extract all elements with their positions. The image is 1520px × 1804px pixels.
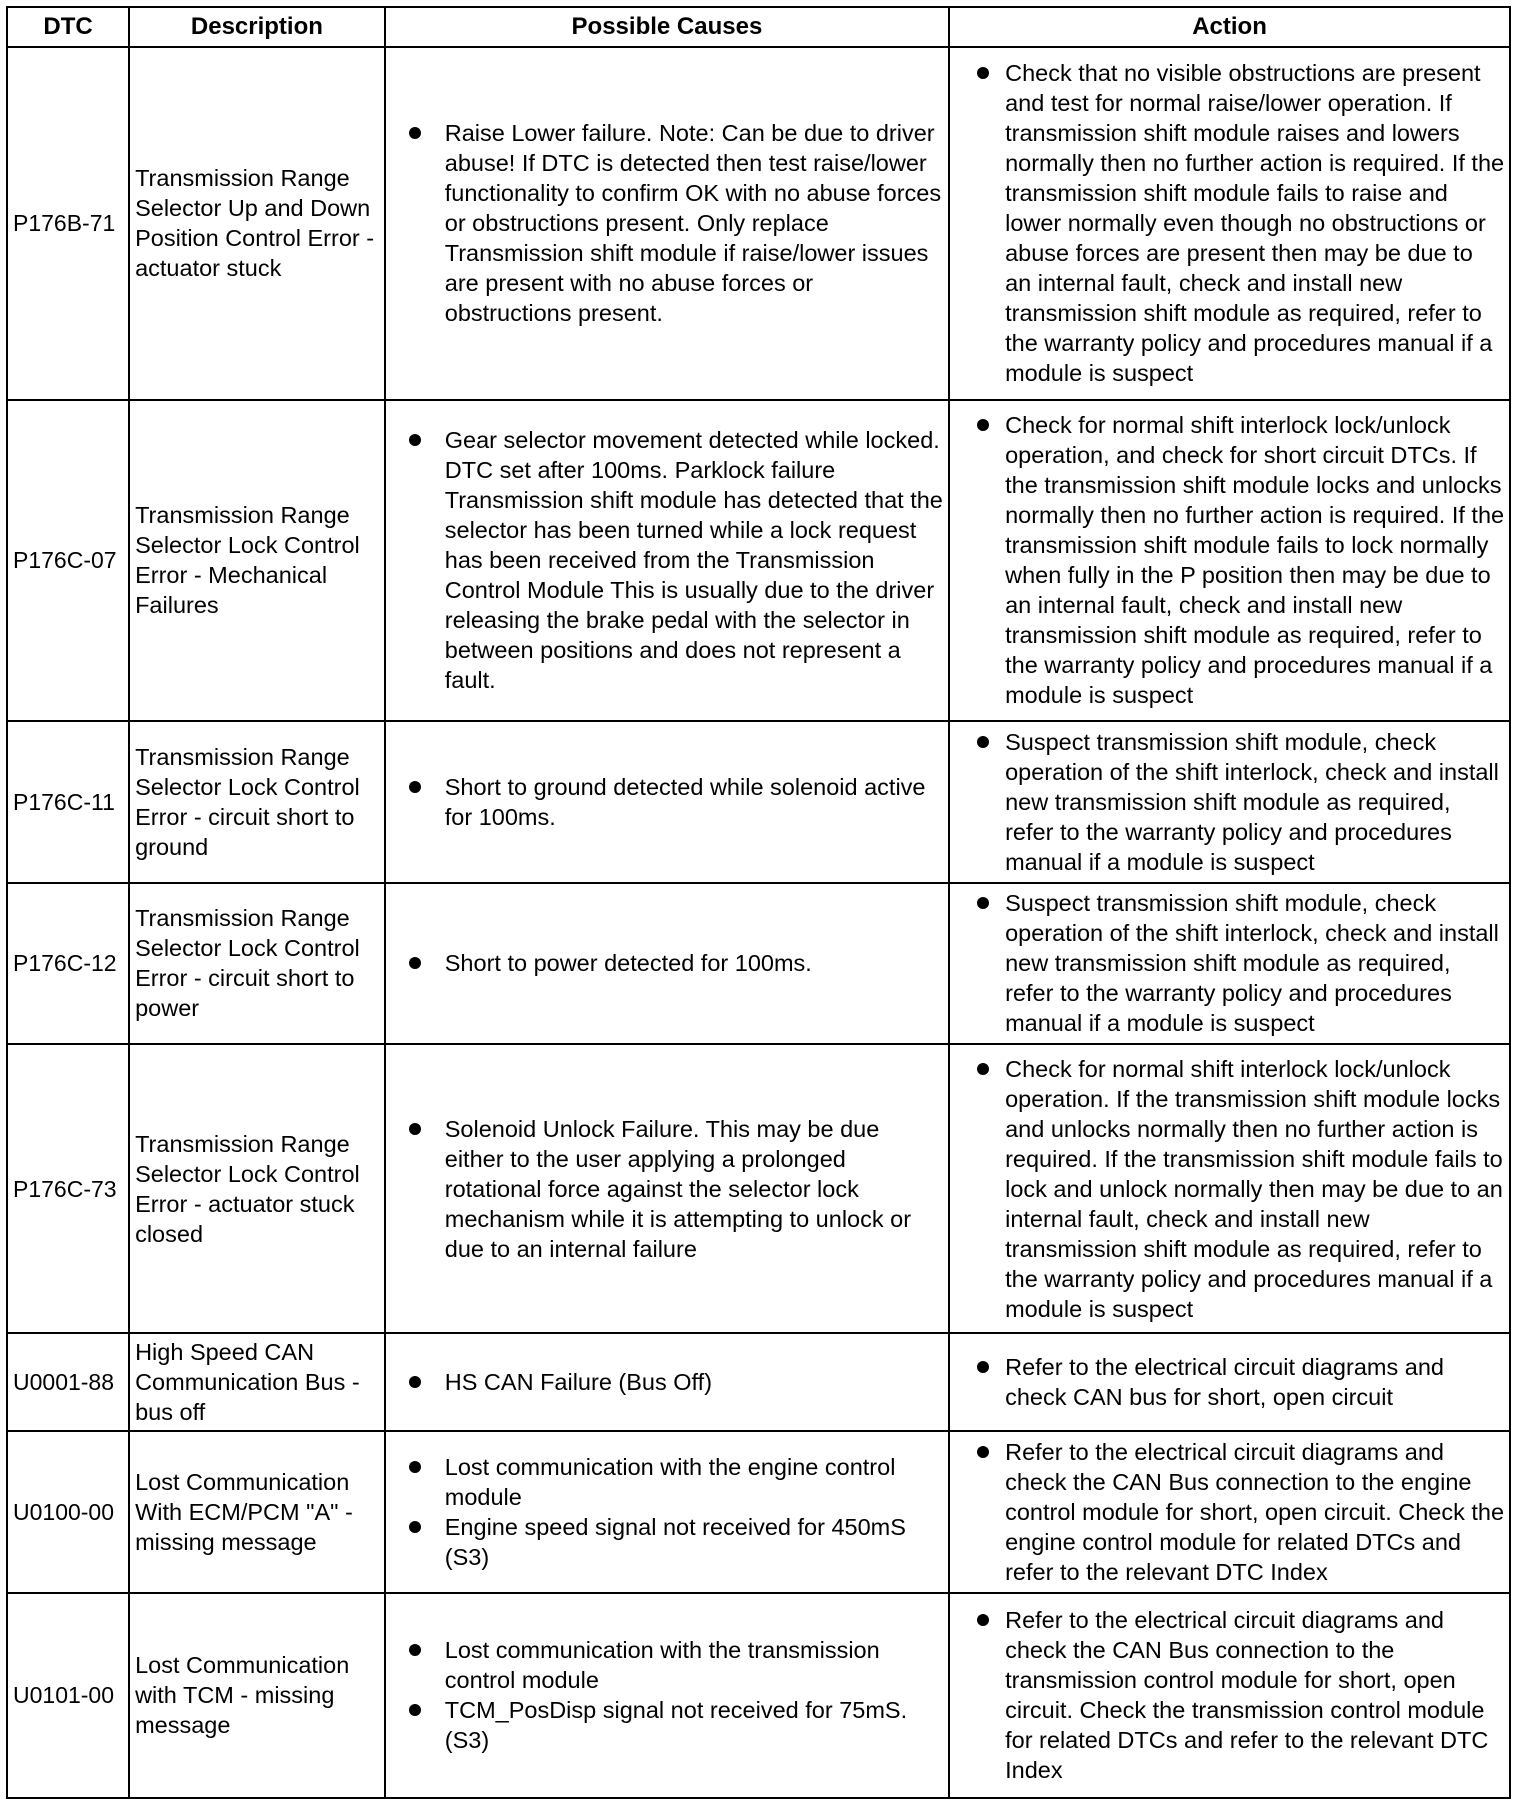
cause-item: Lost communication with the transmission control module [391,1635,944,1695]
header-action: Action [949,7,1510,47]
action-item: Refer to the electrical circuit diagrams and check the CAN Bus connection to the transmission control module for short, open circuit. Check the transmission control module for related DTCs and refer to the relevant DTC Index [955,1605,1505,1785]
table-row [7,1333,1510,1431]
dtc-description: Transmission Range Selector Lock Control Error - circuit short to ground [129,721,385,883]
action-item: Refer to the electrical circuit diagrams and check CAN bus for short, open circuit [955,1352,1505,1412]
header-dtc: DTC [7,7,129,47]
dtc-code: U0101-00 [7,1593,129,1798]
dtc-table [6,6,1511,1799]
action-item: Check for normal shift interlock lock/unlock operation. If the transmission shift module locks and unlocks normally then no further action is required. If the transmission shift module fails to lock and unlock normally then may be due to an internal fault, check and install new transmission shift module as required, refer to the warranty policy and procedures manual if a module is suspect [955,1054,1505,1324]
cause-item: TCM_PosDisp signal not received for 75mS. (S3) [391,1695,944,1755]
possible-causes [385,400,949,721]
dtc-code: P176C-73 [7,1044,129,1333]
table-row [7,400,1510,721]
table-row [7,1431,1510,1593]
cause-item: Short to power detected for 100ms. [391,948,944,978]
dtc-description: Transmission Range Selector Up and Down Position Control Error - actuator stuck [129,47,385,400]
action [949,1044,1510,1333]
cause-item: Engine speed signal not received for 450mS (S3) [391,1512,944,1572]
action [949,400,1510,721]
table-row [7,1044,1510,1333]
dtc-code: P176C-12 [7,883,129,1045]
action-item: Check for normal shift interlock lock/unlock operation, and check for short circuit DTCs. If the transmission shift module locks and unlocks normally then no further action is required. If the transmission shift module fails to lock normally when fully in the P position then may be due to an internal fault, check and install new transmission shift module as required, refer to the warranty policy and procedures manual if a module is suspect [955,410,1505,710]
action [949,47,1510,400]
action [949,721,1510,883]
cause-item: Lost communication with the engine control module [391,1452,944,1512]
cause-item: Short to ground detected while solenoid active for 100ms. [391,772,944,832]
header-description: Description [129,7,385,47]
dtc-code: P176C-11 [7,721,129,883]
dtc-description: High Speed CAN Communication Bus - bus off [129,1333,385,1431]
dtc-description: Transmission Range Selector Lock Control Error - Mechanical Failures [129,400,385,721]
cause-item: Raise Lower failure. Note: Can be due to driver abuse! If DTC is detected then test raise/lower functionality to confirm OK with no abuse forces or obstructions present. Only replace Transmission shift module if raise/lower issues are present with no abuse forces or obstructions present. [391,118,944,328]
table-row [7,1593,1510,1798]
cause-item: HS CAN Failure (Bus Off) [391,1367,944,1397]
possible-causes [385,47,949,400]
header-possible-causes: Possible Causes [385,7,949,47]
action-item: Suspect transmission shift module, check operation of the shift interlock, check and install new transmission shift module as required, refer to the warranty policy and procedures manual if a module is suspect [955,888,1505,1038]
dtc-code: U0001-88 [7,1333,129,1431]
possible-causes [385,1593,949,1798]
header-row [7,7,1510,47]
action-item: Refer to the electrical circuit diagrams and check the CAN Bus connection to the engine control module for short, open circuit. Check the engine control module for related DTCs and refer to the relevant DTC Index [955,1437,1505,1587]
dtc-code: P176B-71 [7,47,129,400]
dtc-description: Transmission Range Selector Lock Control Error - circuit short to power [129,883,385,1045]
possible-causes [385,721,949,883]
table-row [7,721,1510,883]
action [949,883,1510,1045]
dtc-description: Lost Communication with TCM - missing message [129,1593,385,1798]
action [949,1593,1510,1798]
possible-causes [385,1044,949,1333]
cause-item: Solenoid Unlock Failure. This may be due either to the user applying a prolonged rotational force against the selector lock mechanism while it is attempting to unlock or due to an internal failure [391,1114,944,1264]
dtc-description: Lost Communication With ECM/PCM "A" - missing message [129,1431,385,1593]
cause-item: Gear selector movement detected while locked. DTC set after 100ms. Parklock failure Transmission shift module has detected that the selector has been turned while a lock request has been received from the Transmission Control Module This is usually due to the driver releasing the brake pedal with the selector in between positions and does not represent a fault. [391,425,944,695]
dtc-code: U0100-00 [7,1431,129,1593]
dtc-code: P176C-07 [7,400,129,721]
table-row [7,883,1510,1045]
action [949,1333,1510,1431]
action-item: Check that no visible obstructions are present and test for normal raise/lower operation. If transmission shift module raises and lowers normally then no further action is required. If the transmission shift module fails to raise and lower normally even though no obstructions or abuse forces are present then may be due to an internal fault, check and install new transmission shift module as required, refer to the warranty policy and procedures manual if a module is suspect [955,58,1505,388]
action [949,1431,1510,1593]
possible-causes [385,883,949,1045]
possible-causes [385,1431,949,1593]
table-row [7,47,1510,400]
dtc-description: Transmission Range Selector Lock Control Error - actuator stuck closed [129,1044,385,1333]
possible-causes [385,1333,949,1431]
action-item: Suspect transmission shift module, check operation of the shift interlock, check and install new transmission shift module as required, refer to the warranty policy and procedures manual if a module is suspect [955,727,1505,877]
